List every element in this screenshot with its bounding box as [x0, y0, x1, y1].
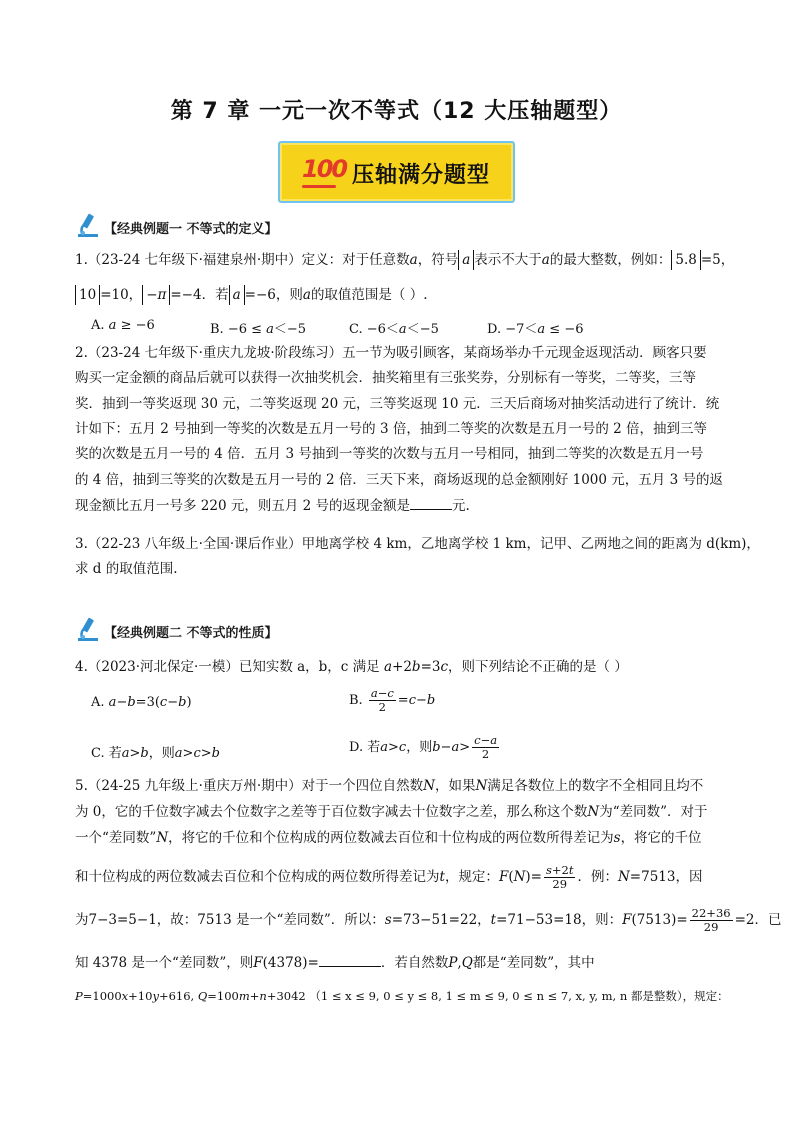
section-badge [278, 141, 515, 203]
microscope-icon [74, 212, 102, 240]
hundred-points-icon: 100 [302, 155, 347, 183]
q2-line7 [75, 495, 470, 516]
q4-option-b: B. $\frac{a-c}{2}$ =c−b [349, 686, 436, 714]
q2-line4: 计如下：五月 2 号抽到一等奖的次数是五月一号的 3 倍，抽到二等奖的次数是五月一号的 2 倍，抽到三等 [75, 421, 708, 437]
q1-text-f: ，则 [275, 287, 303, 303]
q1-line1: 1.（23-24 七年级下·福建泉州·期中）定义：对于任意数a，符号 a 表示不大于a的最大整数，例如： 5.8 =5， [75, 252, 735, 268]
q1-text-g: 的取值范围是（ ）. [310, 287, 428, 303]
hundred-underline [302, 185, 336, 188]
q5-answer-blank [319, 952, 381, 967]
q1-option-c: C. −6＜a＜−5 [349, 322, 439, 337]
q4-option-c: C. 若a>b，则a>c>b [91, 746, 220, 761]
badge-label: 压轴满分题型 [352, 163, 491, 188]
microscope-icon [74, 616, 102, 644]
q2-line6: 的 4 倍，抽到三等奖的次数是五月一号的 2 倍．三天下来，商场返现的总金额刚好 1000 元，五月 3 号的返 [75, 472, 723, 488]
q4-text-b: ，则下列结论不正确的是（ ） [448, 659, 628, 675]
q5-line4: 和十位构成的两位数减去百位和个位构成的两位数所得差记为t，规定：F(N)= $\frac{s+2t}{29}$ ．例：N=7513，因 [75, 863, 703, 891]
q2-line5: 奖的次数是五月一号的 4 倍．五月 3 号抽到一等奖的次数与五月一号相同，抽到二等奖的次数是五月一号 [75, 446, 704, 462]
q5-line1: 5.（24-25 九年级上·重庆万州·期中）对于一个四位自然数N，如果N满足各数位上的数字不全相同且均不 [75, 778, 704, 794]
q1-option-b: B. −6 ≤ a＜−5 [210, 322, 307, 337]
q5-line7: P=1000x+10y+616, Q=100m+n+3042 （1 ≤ x ≤ 9, 0 ≤ y ≤ 8, 1 ≤ m ≤ 9, 0 ≤ n ≤ 7, x, y, m, n 都是整数），规定： [75, 989, 729, 1003]
q3-line1: 3.（22-23 八年级上·全国·课后作业）甲地离学校 4 km，乙地离学校 1 km，记甲、乙两地之间的距离为 d(km)， [75, 536, 760, 552]
section-title: 【经典例题一 不等式的定义】 [104, 222, 278, 237]
q2-last-a: 现金额比五月一号多 220 元，则五月 2 号的返现金额是 [75, 498, 411, 514]
q1-text-a: 1.（23-24 七年级下·福建泉州·期中）定义：对于任意数 [75, 252, 410, 268]
q1-text-e: ．若 [201, 287, 229, 303]
chapter-title: 第 7 章 一元一次不等式（12 大压轴题型） [170, 99, 623, 124]
q4-text-a: 4.（2023·河北保定·一模）已知实数 a，b，c 满足 [75, 659, 380, 675]
q2-line2: 购买一定金额的商品后就可以获得一次抽奖机会．抽奖箱里有三张奖券，分别标有一等奖，二等奖，三等 [75, 370, 696, 386]
q1-text-d: 的最大整数，例如： [549, 252, 672, 268]
q4-option-d: D. 若a>c，则b−a> $\frac{c-a}{2}$ [349, 733, 498, 761]
q2-answer-blank [410, 495, 452, 510]
q1-text-b: ，符号 [417, 252, 459, 268]
q1-text-c: 表示不大于 [474, 252, 542, 268]
floor-bracket: a [458, 250, 474, 270]
q4-line1: 4.（2023·河北保定·一模）已知实数 a，b，c 满足 a+2b=3c，则下列结论不正确的是（ ） [75, 659, 628, 675]
q5-line6: 知 4378 是一个“差同数”，则F(4378)= ．若自然数P,Q都是“差同数”，其中 [75, 952, 595, 973]
q5-line3: 一个“差同数”N，将它的千位和个位构成的两位数减去百位和十位构成的两位数所得差记为s，将它的千位 [75, 830, 702, 846]
q4-option-a: A. a−b=3(c−b) [91, 695, 192, 710]
q2-last-b: 元. [452, 498, 470, 514]
q5-line5: 为7−3=5−1，故：7513 是一个“差同数”．所以：s=73−51=22，t=71−53=18，则：F(7513)= $\frac{22+36}{29}$ =2．已 [75, 906, 782, 934]
section-title: 【经典例题二 不等式的性质】 [104, 626, 278, 641]
q2-line1: 2.（23-24 七年级下·重庆九龙坡·阶段练习）五一节为吸引顾客，某商场举办千元现金返现活动．顾客只要 [75, 345, 707, 361]
q1-option-a: A. a ≥ −6 [91, 318, 155, 333]
q3-line2: 求 d 的取值范围. [75, 561, 178, 577]
q1-line2: 10 =10， −π =−4．若 a =−6，则a的取值范围是（ ）. [75, 285, 428, 305]
q2-line3: 奖．抽到一等奖返现 30 元，二等奖返现 20 元，三等奖返现 10 元．三天后商场对抽奖活动进行了统计．统 [75, 396, 720, 412]
q5-line2: 为 0，它的千位数字减去个位数字之差等于百位数字减去十位数字之差，那么称这个数N为“差同数”．对于 [75, 804, 708, 820]
q1-option-d: D. −7＜a ≤ −6 [487, 322, 584, 337]
